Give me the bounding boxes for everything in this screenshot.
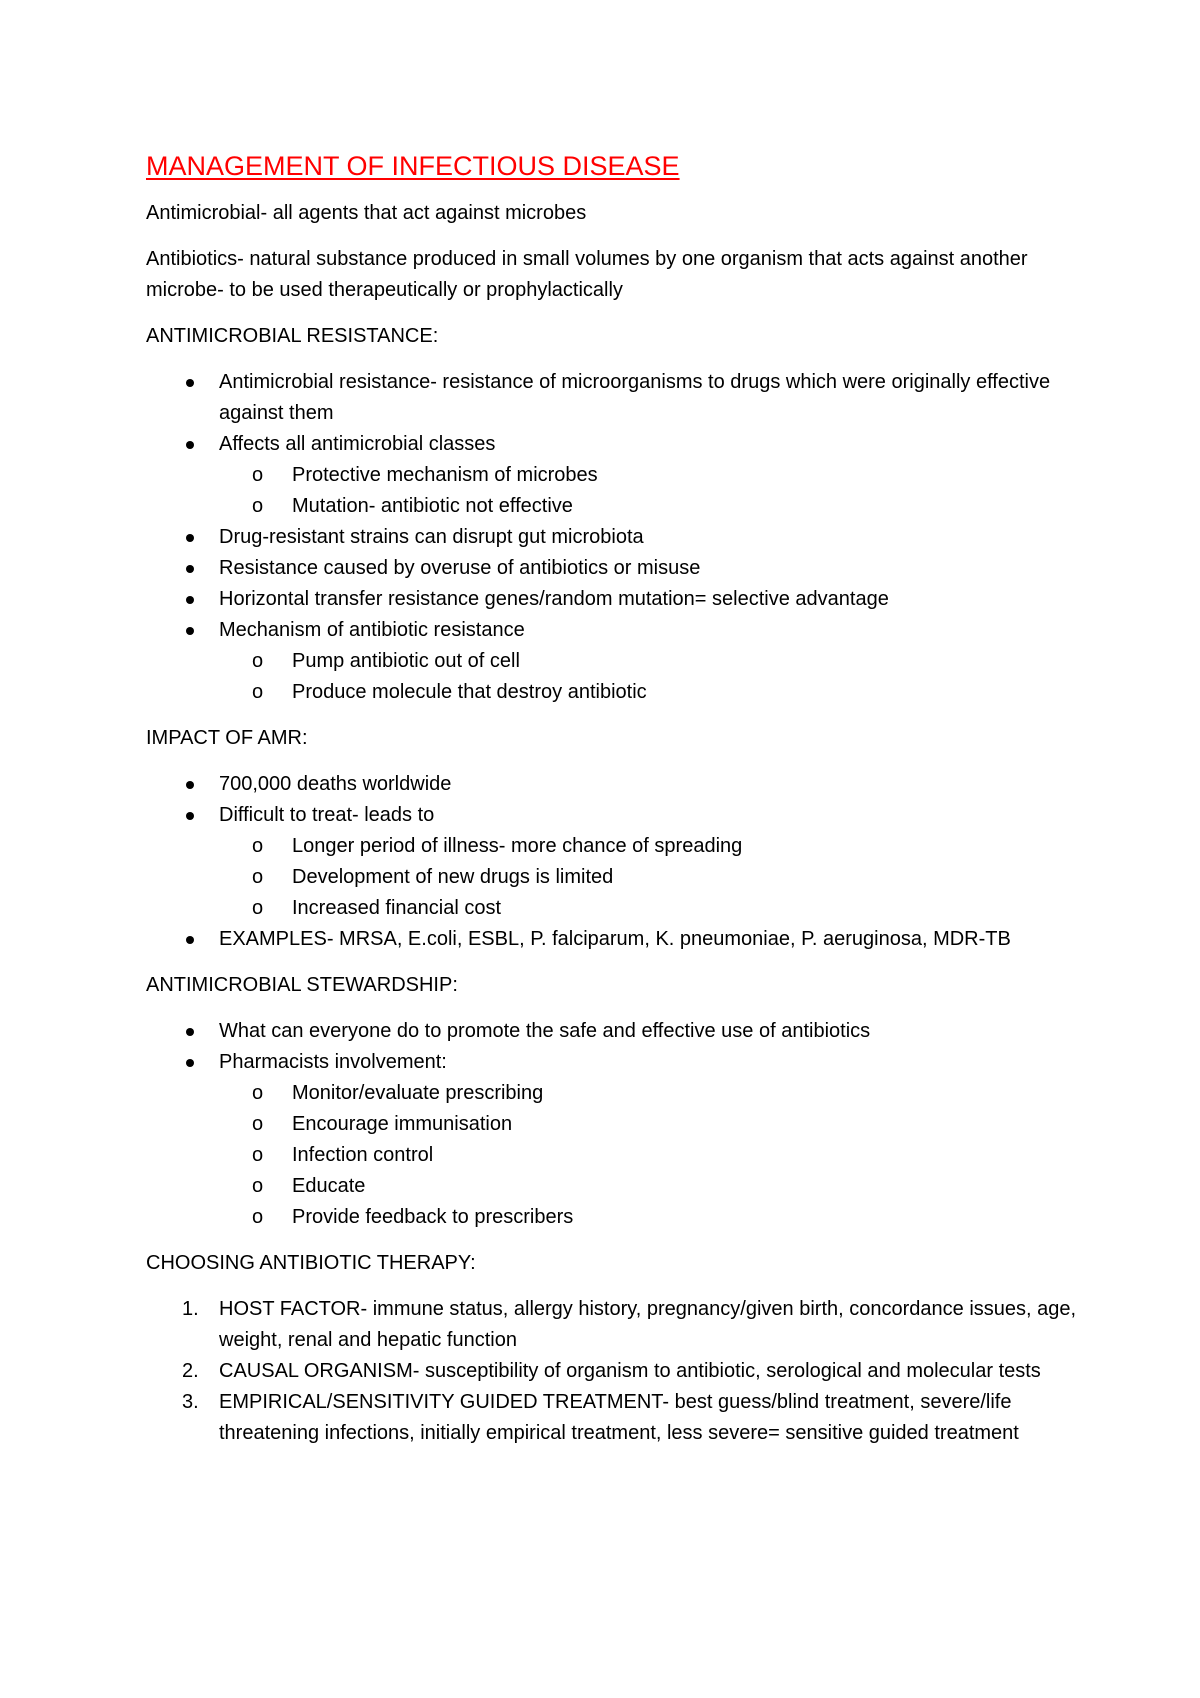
section-heading-impact: IMPACT OF AMR: <box>146 727 308 749</box>
sub-list-item: o Longer period of illness- more chance of spreading <box>219 831 1100 862</box>
bullet-icon <box>186 812 194 820</box>
list-item: EXAMPLES- MRSA, E.coli, ESBL, P. falciparum, K. pneumoniae, P. aeruginosa, MDR-TB <box>146 924 1100 955</box>
sub-list <box>219 1078 1100 1233</box>
circle-bullet-icon: o <box>252 835 264 857</box>
list-number: 2. <box>182 1360 199 1382</box>
list-item: 1. HOST FACTOR- immune status, allergy history, pregnancy/given birth, concordance issues, age, weight, renal and hepatic function <box>146 1294 1100 1356</box>
list-item: 3. EMPIRICAL/SENSITIVITY GUIDED TREATMENT- best guess/blind treatment, severe/life threatening infections, initially empirical treatment, less severe= sensitive guided treatment <box>146 1387 1100 1449</box>
bullet-icon <box>186 1059 194 1067</box>
sub-list <box>219 646 1100 708</box>
list-number: 3. <box>182 1391 199 1413</box>
circle-bullet-icon: o <box>252 1113 264 1135</box>
sub-list <box>219 460 1100 522</box>
definition-antibiotics: Antibiotics- natural substance produced in small volumes by one organism that acts against another microbe- to be used therapeutically or prophylactically <box>146 248 1028 301</box>
bullet-icon <box>186 565 194 573</box>
list-item: Affects all antimicrobial classes o Protective mechanism of microbes o Mutation- antibiotic not effective <box>146 429 1100 522</box>
section-heading-stewardship: ANTIMICROBIAL STEWARDSHIP: <box>146 974 458 996</box>
sub-list-item: o Educate <box>219 1171 1100 1202</box>
resistance-list <box>146 367 1100 708</box>
bullet-icon <box>186 936 194 944</box>
bullet-icon <box>186 441 194 449</box>
sub-list-item: o Infection control <box>219 1140 1100 1171</box>
impact-list <box>146 769 1100 955</box>
sub-list-item: o Increased financial cost <box>219 893 1100 924</box>
list-item: Antimicrobial resistance- resistance of microorganisms to drugs which were originally effective against them <box>146 367 1100 429</box>
list-item: Horizontal transfer resistance genes/random mutation= selective advantage <box>146 584 1100 615</box>
section-heading-resistance: ANTIMICROBIAL RESISTANCE: <box>146 325 439 347</box>
circle-bullet-icon: o <box>252 1175 264 1197</box>
list-item: Resistance caused by overuse of antibiotics or misuse <box>146 553 1100 584</box>
bullet-icon <box>186 627 194 635</box>
bullet-icon <box>186 1028 194 1036</box>
bullet-icon <box>186 534 194 542</box>
circle-bullet-icon: o <box>252 495 264 517</box>
list-number: 1. <box>182 1298 199 1320</box>
stewardship-list <box>146 1016 1100 1233</box>
circle-bullet-icon: o <box>252 1144 264 1166</box>
sub-list <box>219 831 1100 924</box>
page-title: MANAGEMENT OF INFECTIOUS DISEASE <box>146 151 680 181</box>
circle-bullet-icon: o <box>252 464 264 486</box>
circle-bullet-icon: o <box>252 897 264 919</box>
list-item: Drug-resistant strains can disrupt gut microbiota <box>146 522 1100 553</box>
sub-list-item: o Pump antibiotic out of cell <box>219 646 1100 677</box>
circle-bullet-icon: o <box>252 866 264 888</box>
sub-list-item: o Monitor/evaluate prescribing <box>219 1078 1100 1109</box>
circle-bullet-icon: o <box>252 681 264 703</box>
sub-list-item: o Development of new drugs is limited <box>219 862 1100 893</box>
list-item: Difficult to treat- leads to o Longer period of illness- more chance of spreading o Development of new drugs is limited o Increased financial cost <box>146 800 1100 924</box>
bullet-icon <box>186 379 194 387</box>
bullet-icon <box>186 781 194 789</box>
list-item: Mechanism of antibiotic resistance o Pump antibiotic out of cell o Produce molecule that destroy antibiotic <box>146 615 1100 708</box>
circle-bullet-icon: o <box>252 1082 264 1104</box>
list-item: 2. CAUSAL ORGANISM- susceptibility of organism to antibiotic, serological and molecular tests <box>146 1356 1100 1387</box>
list-item: Pharmacists involvement: o Monitor/evaluate prescribing o Encourage immunisation o Infection control o Educate o Provide feedback to prescribers <box>146 1047 1100 1233</box>
sub-list-item: o Encourage immunisation <box>219 1109 1100 1140</box>
definition-antimicrobial: Antimicrobial- all agents that act against microbes <box>146 202 587 224</box>
therapy-list <box>146 1294 1100 1449</box>
sub-list-item: o Protective mechanism of microbes <box>219 460 1100 491</box>
sub-list-item: o Produce molecule that destroy antibiotic <box>219 677 1100 708</box>
circle-bullet-icon: o <box>252 1206 264 1228</box>
circle-bullet-icon: o <box>252 650 264 672</box>
list-item: 700,000 deaths worldwide <box>146 769 1100 800</box>
sub-list-item: o Mutation- antibiotic not effective <box>219 491 1100 522</box>
list-item: What can everyone do to promote the safe and effective use of antibiotics <box>146 1016 1100 1047</box>
bullet-icon <box>186 596 194 604</box>
section-heading-therapy: CHOOSING ANTIBIOTIC THERAPY: <box>146 1252 476 1274</box>
sub-list-item: o Provide feedback to prescribers <box>219 1202 1100 1233</box>
